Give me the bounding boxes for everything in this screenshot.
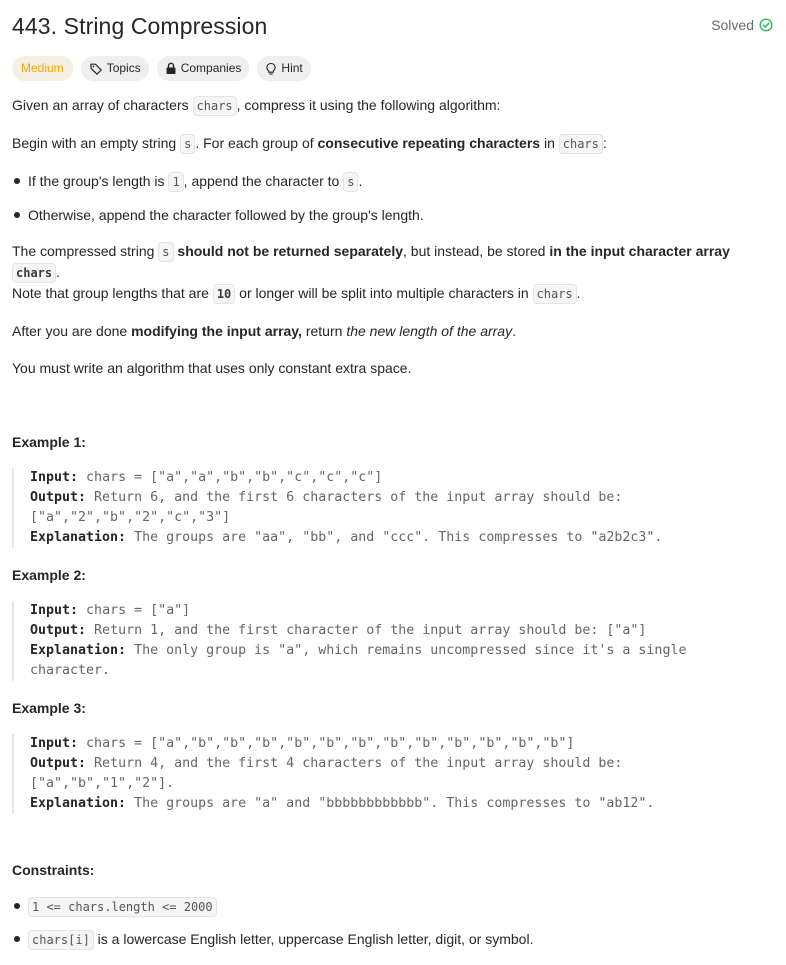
hint-label: Hint [281,61,303,75]
explanation-value: The groups are "a" and "bbbbbbbbbbbb". This compresses to "ab12". [126,796,655,811]
example-3-block [12,734,774,814]
text: : [602,135,607,151]
text: return [301,323,347,339]
input-label: Input: [30,736,79,751]
text: The compressed string [12,243,159,259]
input-value: chars = ["a","b","b","b","b","b","b","b","b","b","b","b","b"] [78,736,575,751]
text: , but instead, be stored [403,243,550,259]
example-1-block [12,468,774,548]
example-2-block [12,601,774,681]
companies-tag[interactable] [157,56,250,81]
example-1-title: Example 1: [12,434,86,450]
explanation-label: Explanation: [30,643,127,658]
text: is a lowercase English letter, uppercase English letter, digit, or symbol. [93,931,534,947]
text: , append the character to [183,173,344,189]
hint-tag[interactable] [257,56,310,81]
text: in [540,135,559,151]
example-2-title: Example 2: [12,567,86,583]
output-value: Return 1, and the first character of the input array should be: ["a"] [86,623,647,638]
inline-code: chars [559,134,603,154]
bold-text: modifying the input array, [131,323,302,339]
inline-code: s [343,172,358,192]
text: Note that group lengths that are [12,285,213,301]
solved-label: Solved [711,17,754,33]
explanation-value: The only group is "a", which remains uncompressed since it's a single character. [30,643,695,678]
italic-text: the new length of the array [346,323,513,339]
text: . [576,285,581,301]
check-circle-icon [759,18,773,32]
text: , compress it using the following algorithm: [236,97,501,113]
text: or longer will be split into multiple characters in [235,285,533,301]
text: . [56,264,61,280]
description-body [12,95,774,950]
inline-code: s [180,134,195,154]
output-value: Return 6, and the first 6 characters of the input array should be: ["a","2","b","2","c","3"] [30,490,631,525]
inline-code: s [158,242,173,262]
text: Given an array of characters [12,97,193,113]
tag-row [12,56,774,82]
title-row [12,10,774,44]
text: . For each group of [195,135,318,151]
inline-code: chars [533,284,577,304]
lock-icon [165,62,177,75]
output-label: Output: [30,623,87,638]
text: Begin with an empty string [12,135,181,151]
constraints-list [12,896,774,950]
output-label: Output: [30,490,87,505]
bold-text: consecutive repeating characters [317,135,541,151]
text: If the group's length is [28,173,169,189]
input-value: chars = ["a","a","b","b","c","c","c"] [78,470,383,485]
constraints-title: Constraints: [12,862,95,878]
difficulty-badge: Medium [12,56,73,81]
desc-paragraph-4 [12,321,774,341]
bold-text: should not be returned separately [177,243,404,259]
list-item [12,171,774,192]
problem-title[interactable]: 443. String Compression [12,13,268,39]
desc-paragraph-2 [12,133,774,154]
explanation-value: The groups are "aa", "bb", and "ccc". This compresses to "a2b2c3". [126,530,663,545]
output-value: Return 4, and the first 4 characters of the input array should be: ["a","b","1","2"]. [30,756,631,791]
topics-label: Topics [106,61,141,75]
desc-paragraph-1 [12,95,774,116]
explanation-label: Explanation: [30,796,127,811]
inline-code: 1 <= chars.length <= 2000 [28,897,217,917]
solved-status [711,15,774,35]
tag-icon [89,62,103,76]
inline-code: chars[i] [28,930,94,950]
explanation-label: Explanation: [30,530,127,545]
example-3-title: Example 3: [12,700,86,716]
input-label: Input: [30,603,79,618]
text: After you are done [12,323,132,339]
inline-code: chars [12,263,56,283]
companies-label: Companies [180,61,242,75]
list-item [12,929,774,950]
input-value: chars = ["a"] [78,603,191,618]
lightbulb-icon [265,62,277,76]
inline-code: 10 [213,284,235,304]
algorithm-list [12,171,774,225]
bold-text: in the input character array [549,243,730,259]
list-item [12,896,774,917]
desc-paragraph-5: You must write an algorithm that uses only constant extra space. [12,360,412,376]
topics-tag[interactable] [81,56,149,81]
text: . [358,173,363,189]
text: . [512,323,516,339]
inline-code: 1 [168,172,183,192]
output-label: Output: [30,756,87,771]
list-item: Otherwise, append the character followed by the group's length. [12,205,774,225]
input-label: Input: [30,470,79,485]
inline-code: chars [193,96,237,116]
desc-paragraph-3 [12,241,774,304]
